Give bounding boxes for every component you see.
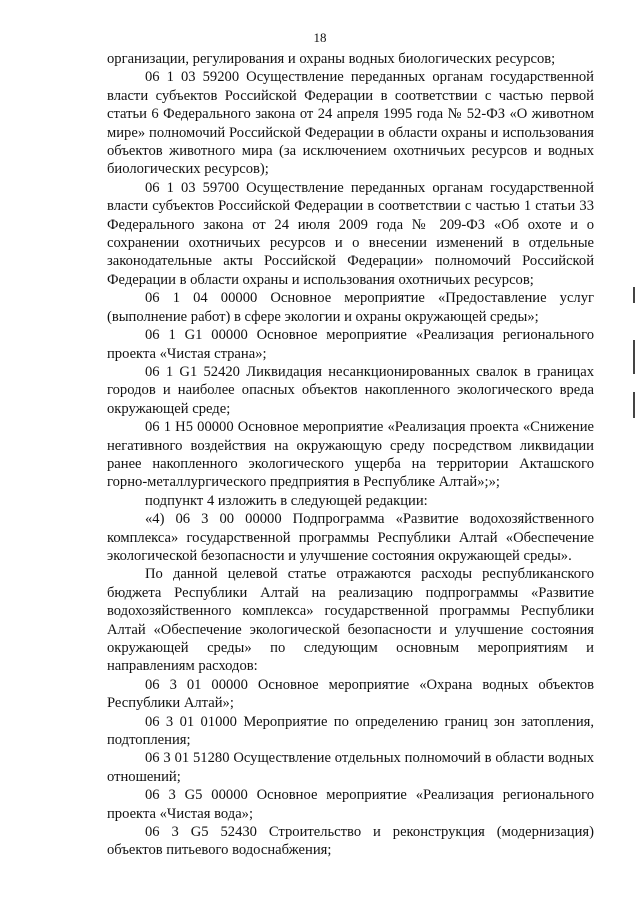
- scan-margin-mark: [633, 287, 635, 303]
- paragraph-14: 06 3 G5 00000 Основное мероприятие «Реализация регионального проекта «Чистая вода»;: [107, 787, 594, 822]
- paragraph-4: 06 1 04 00000 Основное мероприятие «Предоставление услуг (выполнение работ) в сфере экологии и охраны окружающей среды»;: [107, 290, 594, 325]
- page-number: 18: [313, 30, 327, 45]
- paragraph-11: 06 3 01 00000 Основное мероприятие «Охрана водных объектов Республики Алтай»;: [107, 676, 594, 712]
- paragraph-6: 06 1 G1 52420 Ликвидация несанкционированных свалок в границах городов и наиболее опасных объектов накопленного экологического вреда окружающей среде;: [107, 363, 594, 417]
- paragraph-8: подпункт 4 изложить в следующей редакции:: [145, 492, 428, 509]
- scan-margin-mark: [633, 340, 635, 374]
- document-body: [107, 50, 594, 860]
- scan-margin-mark: [633, 392, 635, 418]
- paragraph-2: 06 1 03 59200 Осуществление переданных органам государственной власти субъектов Российской Федерации в соответствии с частью первой статьи 6 Федерального закона от 24 апреля 1995 года № 52-ФЗ «О животном мире» полномочий Российской Федерации в области охраны и использования объектов животного мира (за исключением охотничьих ресурсов и водных биологических ресурсов);: [107, 69, 594, 178]
- paragraph-5: 06 1 G1 00000 Основное мероприятие «Реализация регионального проекта «Чистая страна»;: [107, 327, 594, 362]
- paragraph-12: 06 3 01 01000 Мероприятие по определению границ зон затопления, подтопления;: [107, 713, 594, 749]
- paragraph-15: 06 3 G5 52430 Строительство и реконструкция (модернизация) объектов питьевого водоснабжения;: [107, 824, 594, 859]
- paragraph-13: 06 3 01 51280 Осуществление отдельных полномочий в области водных отношений;: [107, 750, 594, 785]
- paragraph-10: По данной целевой статье отражаются расходы республиканского бюджета Республики Алтай на реализацию подпрограммы «Развитие водохозяйственного комплекса» государственной программы Республики Алтай «Обеспечение экологической безопасности и улучшение состояния окружающей среды» по следующим основным мероприятиям и направлениям расходов:: [107, 566, 594, 675]
- paragraph-3: 06 1 03 59700 Осуществление переданных органам государственной власти субъектов Российской Федерации в соответствии с частью 1 статьи 33 Федерального закона от 24 июля 2009 года № 209-ФЗ «Об охоте и о сохранении охотничьих ресурсов и о внесении изменений в отдельные законодательные акты Российской Федерации» полномочий Российской Федерации в области охраны и использования охотничьих ресурсов;: [107, 179, 594, 288]
- paragraph-1: организации, регулирования и охраны водных биологических ресурсов;: [107, 51, 556, 67]
- paragraph-7: 06 1 H5 00000 Основное мероприятие «Реализация проекта «Снижение негативного воздействия на окружающую среду посредством ликвидации ранее накопленного экологического ущерба на территории Акташского горно-металлургического предприятия в Республике Алтай»;»;: [107, 419, 594, 491]
- paragraph-9: «4) 06 3 00 00000 Подпрограмма «Развитие водохозяйственного комплекса» государственной программы Республики Алтай «Обеспечение экологической безопасности и улучшение состояния окружающей среды».: [107, 511, 594, 564]
